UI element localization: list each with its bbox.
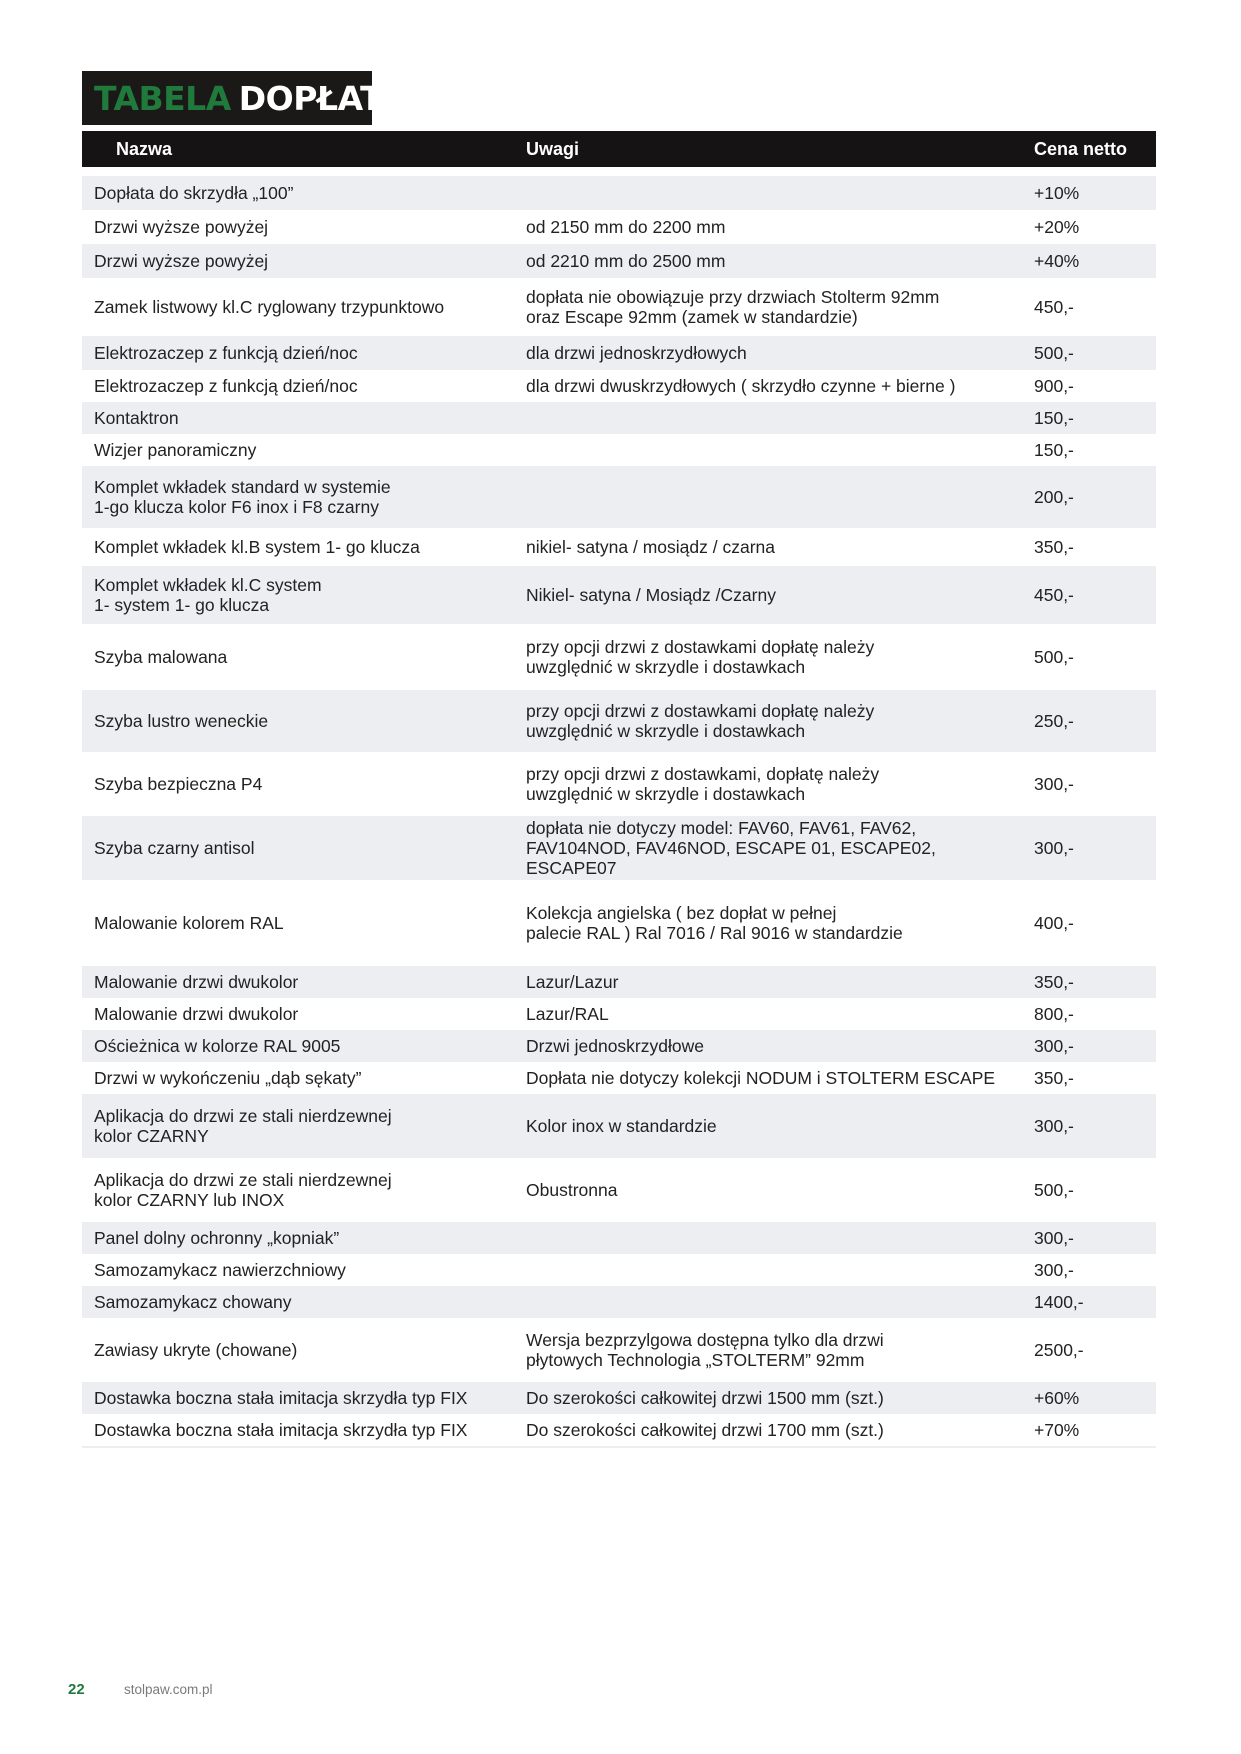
item-notes: przy opcji drzwi z dostawkami, dopłatę należy uwzględnić w skrzydle i dostawkach [513,752,1021,816]
table-row [82,210,1156,244]
item-notes: Kolor inox w standardzie [513,1094,1021,1158]
table-row [82,624,1156,690]
item-price: +20% [1021,210,1156,244]
item-notes: Lazur/Lazur [513,966,1021,998]
table-row [82,1158,1156,1222]
table-row [82,966,1156,998]
item-price: +40% [1021,244,1156,278]
item-price: 1400,- [1021,1286,1156,1318]
item-notes: Wersja bezprzylgowa dostępna tylko dla drzwi płytowych Technologia „STOLTERM” 92mm [513,1318,1021,1382]
item-price: 300,- [1021,1094,1156,1158]
item-notes: przy opcji drzwi z dostawkami dopłatę należy uwzględnić w skrzydle i dostawkach [513,690,1021,752]
column-header-notes: Uwagi [513,131,1021,167]
item-name: Szyba bezpieczna P4 [82,752,513,816]
item-price: 300,- [1021,752,1156,816]
table-row [82,434,1156,466]
table-row [82,1254,1156,1286]
item-notes: Do szerokości całkowitej drzwi 1700 mm (szt.) [513,1414,1021,1446]
item-price: 150,- [1021,434,1156,466]
item-name: Zawiasy ukryte (chowane) [82,1318,513,1382]
item-price: 250,- [1021,690,1156,752]
item-name: Samozamykacz nawierzchniowy [82,1254,513,1286]
item-name: Panel dolny ochronny „kopniak” [82,1222,513,1254]
item-price: +70% [1021,1414,1156,1446]
table-row [82,566,1156,624]
item-notes [513,434,1021,466]
item-notes: dopłata nie obowiązuje przy drzwiach Stolterm 92mm oraz Escape 92mm (zamek w standardzie) [513,278,1021,336]
item-price: +60% [1021,1382,1156,1414]
table-row [82,1318,1156,1382]
website-url: stolpaw.com.pl [124,1682,213,1697]
item-price: 300,- [1021,1222,1156,1254]
item-price: 350,- [1021,528,1156,566]
item-notes: Nikiel- satyna / Mosiądz /Czarny [513,566,1021,624]
column-header-price: Cena netto [1021,131,1156,167]
title-word-green: TABELA [94,78,231,118]
table-row [82,336,1156,370]
item-price: 900,- [1021,370,1156,402]
table-row [82,690,1156,752]
item-notes: od 2150 mm do 2200 mm [513,210,1021,244]
table-row [82,1382,1156,1414]
item-notes [513,466,1021,528]
table-row [82,278,1156,336]
item-notes: dla drzwi dwuskrzydłowych ( skrzydło czynne + bierne ) [513,370,1021,402]
title-word-white: DOPŁAT [238,78,383,118]
table-row [82,402,1156,434]
item-notes [513,1286,1021,1318]
item-name: Komplet wkładek standard w systemie 1-go klucza kolor F6 inox i F8 czarny [82,466,513,528]
surcharge-table [82,131,1156,1448]
item-name: Szyba malowana [82,624,513,690]
item-name: Elektrozaczep z funkcją dzień/noc [82,336,513,370]
item-notes: dla drzwi jednoskrzydłowych [513,336,1021,370]
table-row [82,176,1156,210]
item-name: Aplikacja do drzwi ze stali nierdzewnej kolor CZARNY [82,1094,513,1158]
item-price: 300,- [1021,816,1156,880]
item-notes [513,176,1021,210]
item-name: Ościeżnica w kolorze RAL 9005 [82,1030,513,1062]
table-row [82,998,1156,1030]
item-price: 500,- [1021,336,1156,370]
item-name: Wizjer panoramiczny [82,434,513,466]
item-name: Komplet wkładek kl.B system 1- go klucza [82,528,513,566]
table-row [82,1062,1156,1094]
table-row [82,1286,1156,1318]
item-name: Elektrozaczep z funkcją dzień/noc [82,370,513,402]
item-name: Malowanie kolorem RAL [82,880,513,966]
item-name: Kontaktron [82,402,513,434]
item-price: 150,- [1021,402,1156,434]
table-row [82,1222,1156,1254]
table-row [82,752,1156,816]
table-row [82,244,1156,278]
item-notes [513,1254,1021,1286]
item-name: Malowanie drzwi dwukolor [82,998,513,1030]
table-row [82,466,1156,528]
item-name: Malowanie drzwi dwukolor [82,966,513,998]
item-price: 2500,- [1021,1318,1156,1382]
item-name: Dostawka boczna stała imitacja skrzydła typ FIX [82,1382,513,1414]
item-name: Komplet wkładek kl.C system 1- system 1- go klucza [82,566,513,624]
item-price: 450,- [1021,278,1156,336]
item-notes: Obustronna [513,1158,1021,1222]
item-price: 350,- [1021,966,1156,998]
table-row [82,1094,1156,1158]
item-name: Szyba czarny antisol [82,816,513,880]
table-row [82,370,1156,402]
item-name: Drzwi w wykończeniu „dąb sękaty” [82,1062,513,1094]
item-name: Zamek listwowy kl.C ryglowany trzypunktowo [82,278,513,336]
item-notes: Lazur/RAL [513,998,1021,1030]
item-name: Drzwi wyższe powyżej [82,210,513,244]
table-row [82,816,1156,880]
item-price: 300,- [1021,1254,1156,1286]
table-row [82,528,1156,566]
table-row [82,880,1156,966]
item-notes [513,402,1021,434]
page-title [82,71,383,125]
item-name: Szyba lustro weneckie [82,690,513,752]
page-number: 22 [68,1681,85,1698]
item-name: Dostawka boczna stała imitacja skrzydła typ FIX [82,1414,513,1446]
item-name: Dopłata do skrzydła „100” [82,176,513,210]
item-notes: od 2210 mm do 2500 mm [513,244,1021,278]
item-name: Drzwi wyższe powyżej [82,244,513,278]
item-price: 200,- [1021,466,1156,528]
item-notes: Do szerokości całkowitej drzwi 1500 mm (szt.) [513,1382,1021,1414]
item-price: 400,- [1021,880,1156,966]
item-notes: Kolekcja angielska ( bez dopłat w pełnej palecie RAL ) Ral 7016 / Ral 9016 w standardzie [513,880,1021,966]
table-row [82,1414,1156,1446]
item-notes: przy opcji drzwi z dostawkami dopłatę należy uwzględnić w skrzydle i dostawkach [513,624,1021,690]
column-header-name: Nazwa [82,131,513,167]
item-name: Aplikacja do drzwi ze stali nierdzewnej kolor CZARNY lub INOX [82,1158,513,1222]
item-price: 800,- [1021,998,1156,1030]
item-price: +10% [1021,176,1156,210]
item-price: 500,- [1021,1158,1156,1222]
item-notes: dopłata nie dotyczy model: FAV60, FAV61, FAV62, FAV104NOD, FAV46NOD, ESCAPE 01, ESCAPE02, ESCAPE07 [513,816,1021,880]
item-price: 300,- [1021,1030,1156,1062]
item-notes: nikiel- satyna / mosiądz / czarna [513,528,1021,566]
item-name: Samozamykacz chowany [82,1286,513,1318]
item-price: 500,- [1021,624,1156,690]
item-notes [513,1222,1021,1254]
item-notes: Drzwi jednoskrzydłowe [513,1030,1021,1062]
table-header-row [82,131,1156,167]
table-row [82,1030,1156,1062]
item-notes: Dopłata nie dotyczy kolekcji NODUM i STOLTERM ESCAPE [513,1062,1021,1094]
item-price: 450,- [1021,566,1156,624]
item-price: 350,- [1021,1062,1156,1094]
